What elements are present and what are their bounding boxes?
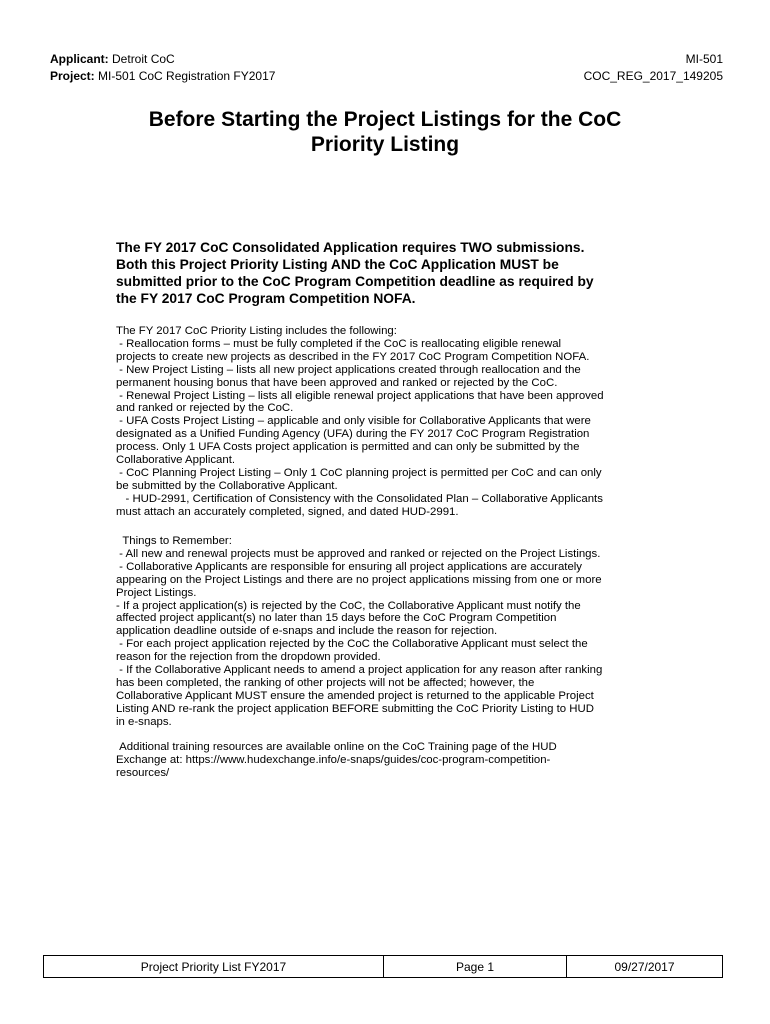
applicant-label: Applicant: (50, 52, 109, 66)
listing-section (116, 325, 661, 519)
lead-paragraph (116, 239, 656, 307)
listing-line: be submitted by the Collaborative Applicant. (116, 479, 338, 492)
listing-line: Collaborative Applicant. (116, 454, 236, 467)
listing-line: The FY 2017 CoC Priority Listing includes the following: (116, 325, 397, 337)
remember-line: reason for the rejection from the dropdown provided. (116, 651, 381, 664)
remember-line: appearing on the Project Listings and there are no project applications missing from one or more (116, 573, 602, 586)
listing-line: must attach an accurately completed, signed, and dated HUD-2991. (116, 505, 459, 518)
remember-section (116, 535, 661, 729)
lead-line: submitted prior to the CoC Program Competition deadline as required by (116, 274, 594, 289)
applicant-line (50, 52, 175, 66)
page-footer (43, 955, 723, 978)
listing-line: - HUD-2991, Certification of Consistency with the Consolidated Plan – Collaborative Applicants (116, 492, 603, 505)
lead-line: The FY 2017 CoC Consolidated Application requires TWO submissions. (116, 240, 585, 255)
applicant-code: MI-501 (685, 52, 723, 66)
remember-line: - If a project application(s) is rejected by the CoC, the Collaborative Applicant must notify the (116, 599, 581, 612)
listing-line: - New Project Listing – lists all new project applications created through reallocation and the (116, 363, 581, 376)
project-line (50, 69, 275, 83)
lead-line: the FY 2017 CoC Program Competition NOFA. (116, 291, 416, 306)
remember-line: application deadline outside of e-snaps and include the reason for rejection. (116, 625, 498, 638)
remember-line: affected project applicant(s) no later than 15 days before the CoC Program Competition (116, 612, 557, 625)
remember-line: Listing AND re-rank the project application BEFORE submitting the CoC Priority Listing to HUD (116, 702, 594, 715)
listing-line: and ranked or rejected by the CoC. (116, 402, 294, 415)
listing-line: - Reallocation forms – must be fully completed if the CoC is reallocating eligible renewal (116, 337, 562, 350)
remember-line: - For each project application rejected by the CoC the Collaborative Applicant must select the (116, 638, 588, 651)
applicant-value: Detroit CoC (112, 52, 175, 66)
title-line: Before Starting the Project Listings for the CoC (148, 108, 622, 131)
lead-line: Both this Project Priority Listing AND the CoC Application MUST be (116, 257, 559, 272)
listing-line: designated as a Unified Funding Agency (UFA) during the FY 2017 CoC Program Registration (116, 428, 590, 441)
remember-line: in e-snaps. (116, 715, 172, 728)
resources-line: Additional training resources are available online on the CoC Training page of the HUD (116, 741, 557, 753)
remember-line: Collaborative Applicant MUST ensure the amended project is returned to the applicable Project (116, 689, 594, 702)
footer-doc-name: Project Priority List FY2017 (44, 956, 384, 977)
resources-section (116, 741, 661, 780)
remember-line: has been completed, the ranking of other projects will not be affected; however, the (116, 676, 535, 689)
listing-line: projects to create new projects as described in the FY 2017 CoC Program Competition NOFA. (116, 350, 590, 363)
registration-ref: COC_REG_2017_149205 (583, 69, 723, 83)
listing-line: permanent housing bonus that have been approved and ranked or rejected by the CoC. (116, 376, 558, 389)
remember-line: - If the Collaborative Applicant needs to amend a project application for any reason after ranking (116, 664, 603, 677)
listing-line: - CoC Planning Project Listing – Only 1 CoC planning project is permitted per CoC and can only (116, 466, 602, 479)
page-title (50, 107, 720, 157)
title-line: Priority Listing (310, 133, 460, 156)
remember-line: Project Listings. (116, 586, 197, 599)
project-value: MI-501 CoC Registration FY2017 (98, 69, 276, 83)
listing-line: - Renewal Project Listing – lists all eligible renewal project applications that have been approved (116, 389, 604, 402)
remember-line: - Collaborative Applicants are responsible for ensuring all project applications are accurately (116, 560, 583, 573)
footer-date: 09/27/2017 (614, 959, 675, 974)
footer-page-number: Page 1 (384, 956, 567, 977)
remember-line: Things to Remember: (116, 535, 232, 547)
resources-line: resources/ (116, 766, 170, 779)
resources-line: Exchange at: https://www.hudexchange.info/e-snaps/guides/coc-program-competition- (116, 753, 551, 766)
listing-line: - UFA Costs Project Listing – applicable and only visible for Collaborative Applicants that were (116, 415, 591, 428)
listing-line: process. Only 1 UFA Costs project application is permitted and can only be submitted by the (116, 441, 580, 454)
remember-line: - All new and renewal projects must be approved and ranked or rejected on the Project Listings. (116, 547, 601, 560)
project-label: Project: (50, 69, 95, 83)
